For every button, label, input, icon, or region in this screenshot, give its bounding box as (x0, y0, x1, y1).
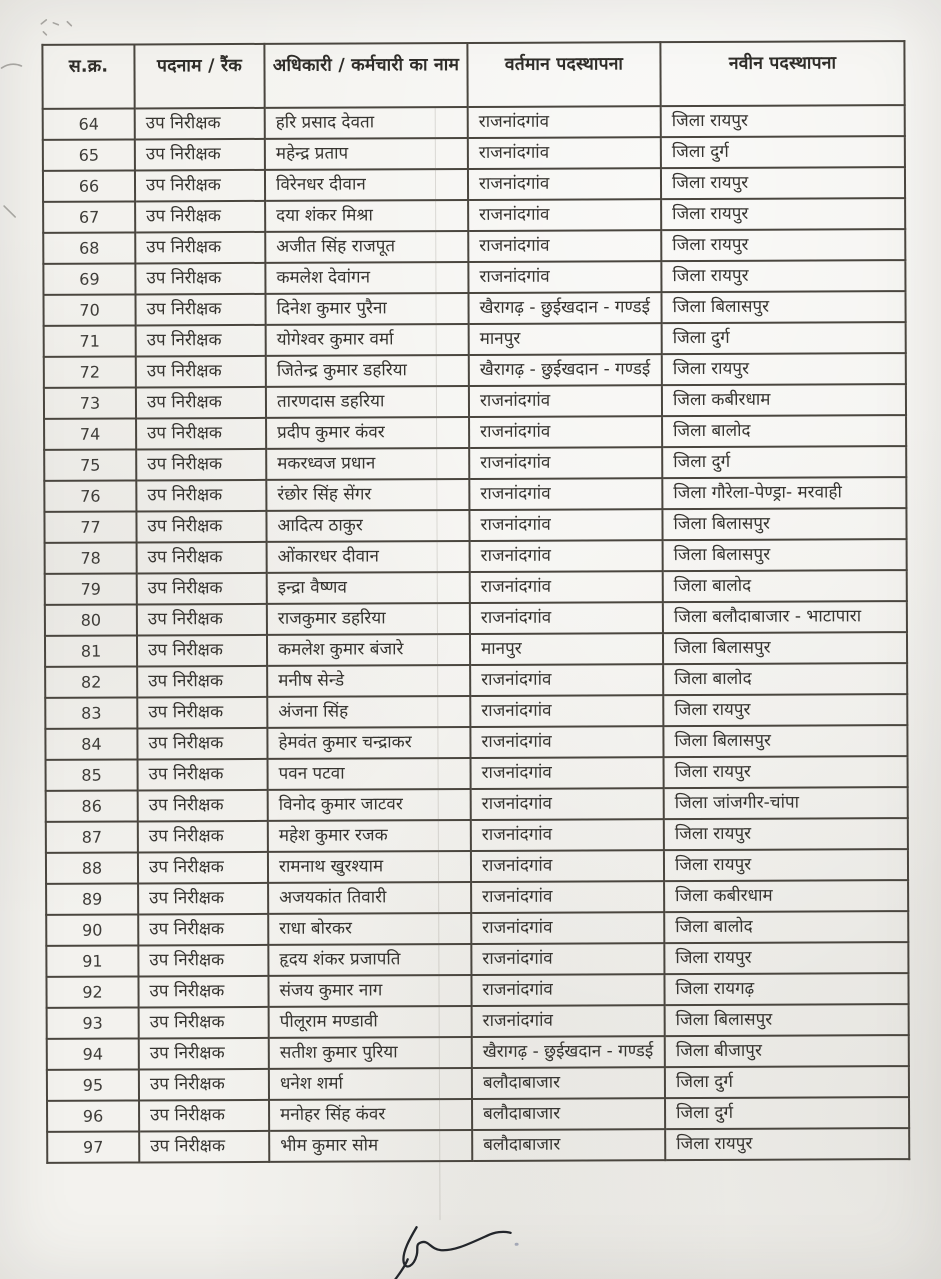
cell-rank: उप निरीक्षक (136, 418, 266, 450)
cell-new: जिला रायपुर (664, 942, 908, 974)
cell-sn: 73 (44, 387, 136, 418)
cell-current: राजनांदगांव (471, 881, 664, 913)
cell-new: जिला बीजापुर (665, 1035, 909, 1067)
table-row (47, 1066, 909, 1101)
cell-sn: 84 (45, 728, 137, 759)
cell-rank: उप निरीक्षक (137, 573, 267, 605)
cell-new: जिला दुर्ग (661, 136, 905, 168)
cell-name: आदित्य ठाकुर (266, 510, 469, 542)
cell-name: तारणदास डहरिया (266, 386, 469, 418)
cell-new: जिला रायगढ़ (664, 973, 908, 1005)
cell-rank: उप निरीक्षक (137, 542, 267, 574)
cell-sn: 89 (46, 883, 138, 914)
table-row (44, 384, 906, 419)
table-row (45, 725, 907, 760)
table-row (46, 911, 908, 946)
header-row (42, 41, 904, 109)
cell-sn: 74 (44, 418, 136, 449)
cell-name: अंजना सिंह (267, 696, 470, 728)
table-row (45, 601, 907, 636)
table-row (43, 291, 905, 326)
cell-rank: उप निरीक्षक (138, 759, 268, 791)
table-row (43, 260, 905, 295)
column-header-name: अधिकारी / कर्मचारी का नाम (264, 43, 467, 108)
cell-current: राजनांदगांव (471, 788, 664, 820)
cell-sn: 65 (43, 139, 135, 170)
cell-name: कमलेश कुमार बंजारे (267, 634, 470, 666)
cell-current: राजनांदगांव (471, 850, 664, 882)
cell-name: राजकुमार डहरिया (267, 603, 470, 635)
cell-name: दिनेश कुमार पुरैना (265, 293, 468, 325)
cell-name: दया शंकर मिश्रा (265, 200, 468, 232)
cell-name: विरेनधर दीवान (265, 169, 468, 201)
cell-sn: 66 (43, 170, 135, 201)
cell-new: जिला रायपुर (664, 818, 908, 850)
cell-name: महेश कुमार रजक (268, 820, 471, 852)
cell-name: हरि प्रसाद देवता (265, 107, 468, 139)
column-header-new: नवीन पदस्थापना (660, 41, 904, 106)
cell-rank: उप निरीक्षक (139, 1069, 269, 1101)
cell-rank: उप निरीक्षक (138, 976, 268, 1008)
table-row (46, 973, 908, 1008)
cell-sn: 95 (47, 1069, 139, 1100)
cell-current: बलौदाबाजार (472, 1067, 665, 1099)
cell-current: राजनांदगांव (469, 447, 662, 479)
cell-new: जिला बालोद (663, 570, 907, 602)
cell-rank: उप निरीक्षक (139, 1007, 269, 1039)
cell-name: राधा बोरकर (268, 913, 471, 945)
cell-rank: उप निरीक्षक (138, 945, 268, 977)
cell-new: जिला दुर्ग (665, 1066, 909, 1098)
table-row (46, 942, 908, 977)
cell-rank: उप निरीक्षक (136, 480, 266, 512)
cell-new: जिला रायपुर (664, 756, 908, 788)
cell-name: संजय कुमार नाग (268, 975, 471, 1007)
cell-rank: उप निरीक्षक (136, 387, 266, 419)
cell-name: जितेन्द्र कुमार डहरिया (266, 355, 469, 387)
cell-name: रामनाथ खुरश्याम (268, 851, 471, 883)
cell-sn: 79 (45, 573, 137, 604)
cell-current: राजनांदगांव (470, 571, 663, 603)
cell-sn: 83 (45, 697, 137, 728)
cell-name: पीलूराम मण्डावी (269, 1006, 472, 1038)
cell-rank: उप निरीक्षक (137, 635, 267, 667)
cell-current: मानपुर (469, 323, 662, 355)
cell-current: राजनांदगांव (468, 230, 661, 262)
cell-current: राजनांदगांव (471, 819, 664, 851)
cell-new: जिला बिलासपुर (665, 1004, 909, 1036)
cell-current: मानपुर (470, 633, 663, 665)
cell-current: राजनांदगांव (468, 199, 661, 231)
cell-current: राजनांदगांव (471, 974, 664, 1006)
table-row (44, 446, 906, 481)
cell-current: राजनांदगांव (468, 168, 661, 200)
cell-new: जिला कबीरधाम (664, 880, 908, 912)
cell-new: जिला बिलासपुर (663, 725, 907, 757)
cell-name: मनोहर सिंह कंवर (269, 1099, 472, 1131)
cell-name: अजीत सिंह राजपूत (265, 231, 468, 263)
cell-current: खैरागढ़ - छुईखदान - गण्डई (472, 1036, 665, 1068)
cell-rank: उप निरीक्षक (139, 1038, 269, 1070)
cell-name: हृदय शंकर प्रजापति (268, 944, 471, 976)
cell-current: राजनांदगांव (469, 478, 662, 510)
cell-new: जिला रायपुर (661, 105, 905, 137)
table-row (44, 477, 906, 512)
cell-sn: 69 (43, 263, 135, 294)
cell-sn: 70 (43, 294, 135, 325)
signature-mark (361, 1222, 551, 1279)
cell-new: जिला बालोद (662, 415, 906, 447)
cell-rank: उप निरीक्षक (138, 821, 268, 853)
cell-rank: उप निरीक्षक (136, 511, 266, 543)
cell-current: राजनांदगांव (470, 726, 663, 758)
column-header-rank: पदनाम / रैंक (134, 44, 264, 109)
table-row (45, 539, 907, 574)
cell-new: जिला बिलासपुर (663, 632, 907, 664)
cell-new: जिला कबीरधाम (662, 384, 906, 416)
cell-current: खैरागढ़ - छुईखदान - गण्डई (468, 292, 661, 324)
cell-new: जिला बालोद (663, 663, 907, 695)
cell-rank: उप निरीक्षक (136, 325, 266, 357)
cell-sn: 68 (43, 232, 135, 263)
table-row (47, 1035, 909, 1070)
cell-sn: 97 (47, 1131, 139, 1162)
cell-name: विनोद कुमार जाटवर (268, 789, 471, 821)
table-row (44, 508, 906, 543)
cell-rank: उप निरीक्षक (135, 108, 265, 140)
cell-sn: 92 (46, 976, 138, 1007)
cell-sn: 90 (46, 914, 138, 945)
cell-current: बलौदाबाजार (472, 1129, 665, 1161)
cell-name: महेन्द्र प्रताप (265, 138, 468, 170)
cell-current: बलौदाबाजार (472, 1098, 665, 1130)
cell-new: जिला दुर्ग (665, 1097, 909, 1129)
cell-new: जिला रायपुर (665, 1128, 909, 1160)
cell-current: राजनांदगांव (472, 1005, 665, 1037)
cell-rank: उप निरीक्षक (135, 201, 265, 233)
cell-name: योगेश्वर कुमार वर्मा (266, 324, 469, 356)
cell-sn: 71 (44, 325, 136, 356)
table-row (45, 663, 907, 698)
cell-sn: 88 (46, 852, 138, 883)
cell-new: जिला दुर्ग (662, 446, 906, 478)
cell-sn: 96 (47, 1100, 139, 1131)
cell-sn: 82 (45, 666, 137, 697)
cell-name: मकरध्वज प्रधान (266, 448, 469, 480)
cell-current: राजनांदगांव (470, 602, 663, 634)
cell-new: जिला बिलासपुर (661, 291, 905, 323)
table-row (43, 136, 905, 171)
cell-name: हेमवंत कुमार चन्द्राकर (267, 727, 470, 759)
table-row (43, 167, 905, 202)
table-row (47, 1004, 909, 1039)
cell-new: जिला रायपुर (661, 260, 905, 292)
cell-sn: 85 (46, 759, 138, 790)
cell-sn: 86 (46, 790, 138, 821)
cell-new: जिला रायपुर (661, 167, 905, 199)
table-body (43, 105, 910, 1163)
table-row (46, 787, 908, 822)
table-row (47, 1097, 909, 1132)
cell-name: कमलेश देवांगन (265, 262, 468, 294)
cell-current: राजनांदगांव (470, 664, 663, 696)
table-row (43, 229, 905, 264)
table-row (45, 570, 907, 605)
cell-current: राजनांदगांव (471, 757, 664, 789)
cell-rank: उप निरीक्षक (139, 1131, 269, 1163)
table-row (47, 1128, 909, 1163)
table-row (46, 818, 908, 853)
cell-sn: 80 (45, 604, 137, 635)
table-row (45, 694, 907, 729)
cell-current: राजनांदगांव (468, 137, 661, 169)
cell-rank: उप निरीक्षक (139, 1100, 269, 1132)
cell-current: राजनांदगांव (470, 540, 663, 572)
cell-current: राजनांदगांव (468, 106, 661, 138)
cell-sn: 72 (44, 356, 136, 387)
column-header-sn: स.क्र. (42, 44, 134, 108)
cell-rank: उप निरीक्षक (135, 294, 265, 326)
cell-rank: उप निरीक्षक (138, 914, 268, 946)
cell-rank: उप निरीक्षक (137, 666, 267, 698)
table-row (44, 415, 906, 450)
cell-rank: उप निरीक्षक (136, 449, 266, 481)
cell-sn: 87 (46, 821, 138, 852)
cell-sn: 91 (46, 945, 138, 976)
cell-rank: उप निरीक्षक (138, 790, 268, 822)
cell-name: प्रदीप कुमार कंवर (266, 417, 469, 449)
cell-new: जिला रायपुर (663, 694, 907, 726)
cell-rank: उप निरीक्षक (138, 883, 268, 915)
cell-rank: उप निरीक्षक (135, 232, 265, 264)
cell-new: जिला बालोद (664, 911, 908, 943)
cell-rank: उप निरीक्षक (135, 263, 265, 295)
cell-rank: उप निरीक्षक (137, 604, 267, 636)
table-row (45, 632, 907, 667)
cell-sn: 67 (43, 201, 135, 232)
cell-current: राजनांदगांव (470, 695, 663, 727)
cell-sn: 64 (43, 108, 135, 139)
cell-sn: 78 (45, 542, 137, 573)
cell-rank: उप निरीक्षक (138, 852, 268, 884)
cell-new: जिला दुर्ग (662, 322, 906, 354)
cell-sn: 76 (44, 480, 136, 511)
cell-new: जिला रायपुर (661, 229, 905, 261)
table-row (44, 353, 906, 388)
cell-name: सतीश कुमार पुरिया (269, 1037, 472, 1069)
table-row (43, 198, 905, 233)
cell-sn: 94 (47, 1038, 139, 1069)
cell-new: जिला रायपुर (664, 849, 908, 881)
cell-rank: उप निरीक्षक (135, 139, 265, 171)
cell-name: अजयकांत तिवारी (268, 882, 471, 914)
table-row (44, 322, 906, 357)
cell-new: जिला रायपुर (662, 353, 906, 385)
cell-rank: उप निरीक्षक (135, 170, 265, 202)
transfer-table (41, 40, 910, 1164)
table-row (43, 105, 905, 140)
cell-new: जिला बलौदाबाजार - भाटापारा (663, 601, 907, 633)
cell-rank: उप निरीक्षक (137, 728, 267, 760)
ink-speck (515, 1243, 519, 1246)
cell-name: रंछोर सिंह सेंगर (266, 479, 469, 511)
column-header-current: वर्तमान पदस्थापना (467, 42, 660, 107)
cell-name: इन्द्रा वैष्णव (267, 572, 470, 604)
cell-name: भीम कुमार सोम (269, 1130, 472, 1162)
cell-name: धनेश शर्मा (269, 1068, 472, 1100)
cell-current: राजनांदगांव (471, 912, 664, 944)
cell-current: राजनांदगांव (469, 385, 662, 417)
cell-name: मनीष सेन्डे (267, 665, 470, 697)
cell-current: राजनांदगांव (468, 261, 661, 293)
cell-new: जिला रायपुर (661, 198, 905, 230)
cell-new: जिला बिलासपुर (663, 539, 907, 571)
cell-new: जिला गौरेला-पेण्ड्रा- मरवाही (662, 477, 906, 509)
cell-current: राजनांदगांव (471, 943, 664, 975)
table-row (46, 756, 908, 791)
table-row (46, 849, 908, 884)
cell-current: राजनांदगांव (469, 416, 662, 448)
cell-new: जिला जांजगीर-चांपा (664, 787, 908, 819)
cell-sn: 81 (45, 635, 137, 666)
cell-new: जिला बिलासपुर (662, 508, 906, 540)
table-row (46, 880, 908, 915)
cell-name: ओंकारधर दीवान (267, 541, 470, 573)
cell-sn: 77 (44, 511, 136, 542)
cell-current: राजनांदगांव (469, 509, 662, 541)
cell-rank: उप निरीक्षक (136, 356, 266, 388)
cell-name: पवन पटवा (268, 758, 471, 790)
cell-current: खैरागढ़ - छुईखदान - गण्डई (469, 354, 662, 386)
cell-sn: 93 (47, 1007, 139, 1038)
cell-sn: 75 (44, 449, 136, 480)
cell-rank: उप निरीक्षक (137, 697, 267, 729)
